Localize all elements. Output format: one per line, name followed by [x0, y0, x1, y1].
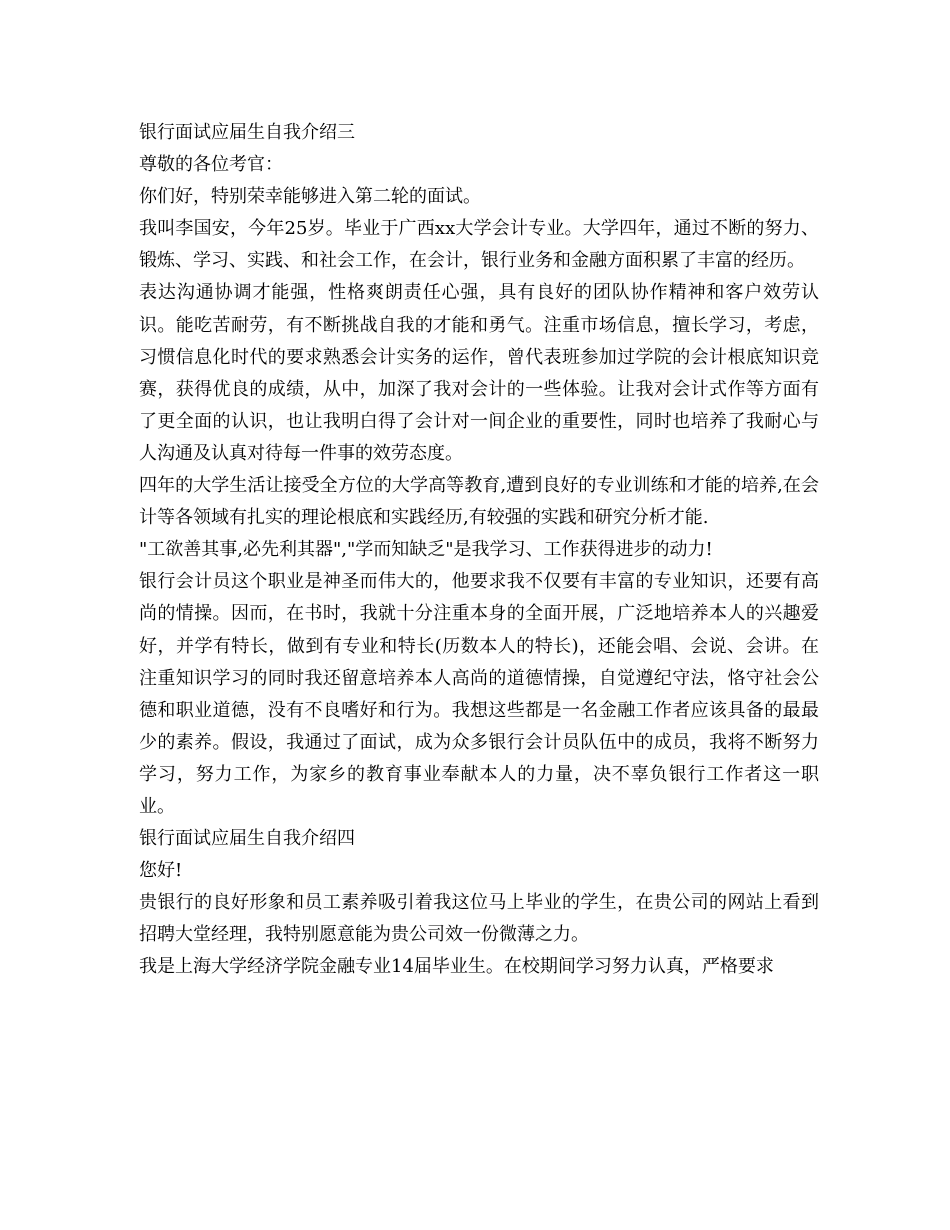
career-paragraph: 银行会计员这个职业是神圣而伟大的，他要求我不仅要有丰富的专业知识，还要有高尚的情操。因而，在书时，我就十分注重本身的全面开展，广泛地培养本人的兴趣爱好，并学有特长，做到有专业和特长(历数本人的特长)，还能会唱、会说、会讲。在注重知识学习的同时我还留意培养本人高尚的道德情操，自觉遵纪守法，恪守社会公德和职业道德，没有不良嗜好和行为。我想这些都是一名金融工作者应该具备的最最少的素养。假设，我通过了面试，成为众多银行会计员队伍中的成员，我将不断努力学习，努力工作，为家乡的教育事业奉献本人的力量，决不辜负银行工作者这一职业。 [139, 571, 819, 817]
abilities-paragraph: 表达沟通协调才能强，性格爽朗责任心强，具有良好的团队协作精神和客户效劳认识。能吃苦耐劳，有不断挑战自我的才能和勇气。注重市场信息，擅长学习，考虑，习惯信息化时代的要求熟悉会计实务的运作，曾代表班参加过学院的会计根底知识竞赛，获得优良的成绩，从中，加深了我对会计的一些体验。让我对会计式作等方面有了更全面的认识，也让我明白得了会计对一间企业的重要性，同时也培养了我耐心与人沟通及认真对待每一件事的效劳态度。 [139, 282, 819, 464]
background-paragraph: 我是上海大学经济学院金融专业14届毕业生。在校期间学习努力认真，严格要求 [139, 956, 774, 978]
section-heading-4: 银行面试应届生自我介绍四 [139, 828, 355, 850]
motto-paragraph: "工欲善其事,必先利其器","学而知缺乏"是我学习、工作获得进步的动力! [139, 539, 713, 561]
document-body [139, 117, 819, 984]
introduction-paragraph: 我叫李国安，今年25岁。毕业于广西xx大学会计专业。大学四年，通过不断的努力、锻炼、学习、实践、和社会工作，在会计，银行业务和金融方面积累了丰富的经历。 [139, 218, 819, 272]
salutation: 尊敬的各位考官： [139, 154, 283, 176]
greeting-paragraph-2: 您好! [139, 860, 183, 882]
education-paragraph: 四年的大学生活让接受全方位的大学高等教育,遭到良好的专业训练和才能的培养,在会计等各领域有扎实的理论根底和实践经历,有较强的实践和研究分析才能. [139, 475, 819, 529]
section-heading-3: 银行面试应届生自我介绍三 [139, 122, 355, 143]
greeting-paragraph: 你们好，特别荣幸能够进入第二轮的面试。 [139, 186, 481, 208]
motivation-paragraph: 贵银行的良好形象和员工素养吸引着我这位马上毕业的学生，在贵公司的网站上看到招聘大堂经理，我特别愿意能为贵公司效一份微薄之力。 [139, 892, 819, 946]
